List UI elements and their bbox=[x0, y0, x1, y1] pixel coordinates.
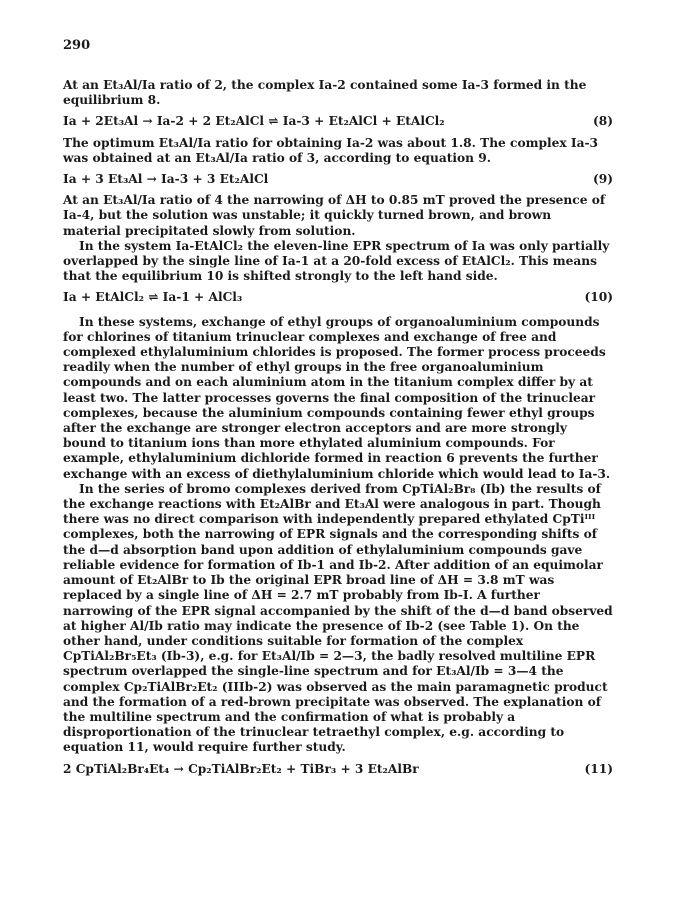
equation-11 bbox=[63, 762, 613, 777]
equation-8 bbox=[63, 114, 613, 129]
equation-8-text: Ia + 2Et₃Al → Ia-2 + 2 Et₂AlCl ⇌ Ia-3 + Et₂AlCl + EtAlCl₂ bbox=[63, 114, 445, 129]
page-number: 290 bbox=[63, 38, 91, 53]
paragraph-4: In the system Ia-EtAlCl₂ the eleven-line EPR spectrum of Ia was only partially overlapped by the single line of Ia-1 at a 20-fold excess of EtAlCl₂. This means that the equilibrium 10 is shifted strongly to the left hand side. bbox=[63, 238, 610, 284]
equation-9 bbox=[63, 172, 613, 187]
paragraph-1: At an Et₃Al/Ia ratio of 2, the complex Ia-2 contained some Ia-3 formed in the equilibrium 8. bbox=[63, 78, 587, 108]
equation-10-text: Ia + EtAlCl₂ ⇌ Ia-1 + AlCl₃ bbox=[63, 290, 243, 305]
body-text bbox=[63, 78, 613, 777]
equation-8-label: (8) bbox=[592, 114, 613, 129]
equation-11-label: (11) bbox=[584, 761, 613, 776]
equation-10 bbox=[63, 290, 613, 305]
paragraph-5: In these systems, exchange of ethyl groups of organoaluminium compounds for chlorines of titanium trinuclear complexes and exchange of free and complexed ethylaluminium chlorides is proposed. The former process proceeds readily when the number of ethyl groups in the free organoaluminium compounds and on each aluminium atom in the titanium complex differ by at least two. The latter processes governs the final composition of the trinuclear complexes, because the aluminium compounds containing fewer ethyl groups after the exchange are stronger electron acceptors and are more strongly bound to titanium ions than more ethylated aluminium compounds. For example, ethylaluminium dichloride formed in reaction 6 prevents the further exchange with an excess of diethylaluminium chloride which would lead to Ia-3. bbox=[63, 314, 611, 481]
equation-10-label: (10) bbox=[584, 290, 613, 305]
equation-11-text: 2 CpTiAl₂Br₄Et₄ → Cp₂TiAlBr₂Et₂ + TiBr₃ + 3 Et₂AlBr bbox=[63, 761, 419, 776]
equation-9-text: Ia + 3 Et₃Al → Ia-3 + 3 Et₂AlCl bbox=[63, 172, 269, 187]
paragraph-6: In the series of bromo complexes derived from CpTiAl₂Br₈ (Ib) the results of the exchange reactions with Et₂AlBr and Et₃Al were analogous in part. Though there was no direct comparison with independently prepared ethylated CpTiᴵᴵᴵ complexes, both the narrowing of EPR signals and the corresponding shifts of the d—d absorption band upon addition of ethylaluminium compounds gave reliable evidence for formation of Ib-1 and Ib-2. After addition of an equimolar amount of Et₂AlBr to Ib the original EPR broad line of ΔH = 3.8 mT was replaced by a single line of ΔH = 2.7 mT probably from Ib-I. A further narrowing of the EPR signal accompanied by the shift of the d—d band observed at higher Al/Ib ratio may indicate the presence of Ib-2 (see Table 1). On the other hand, under conditions suitable for formation of the complex CpTiAl₂Br₅Et₃ (Ib-3), e.g. for Et₃Al/Ib = 2—3, the badly resolved multiline EPR spectrum overlapped the single-line spectrum and for Et₃Al/Ib = 3—4 the complex Cp₂TiAlBr₂Et₂ (IIIb-2) was observed as the main paramagnetic product and the formation of a red-brown precipitate was observed. The explanation of the multiline spectrum and the confirmation of what is probably a disproportionation of the trinuclear tetraethyl complex, e.g. according to equation 11, would require further study. bbox=[63, 481, 613, 755]
equation-9-label: (9) bbox=[592, 172, 613, 187]
paragraph-3: At an Et₃Al/Ia ratio of 4 the narrowing of ΔH to 0.85 mT proved the presence of Ia-4, but the solution was unstable; it quickly turned brown, and brown material precipitated slowly from solution. bbox=[63, 193, 606, 238]
paragraph-2: The optimum Et₃Al/Ia ratio for obtaining Ia-2 was about 1.8. The complex Ia-3 was obtained at an Et₃Al/Ia ratio of 3, according to equation 9. bbox=[63, 135, 599, 165]
